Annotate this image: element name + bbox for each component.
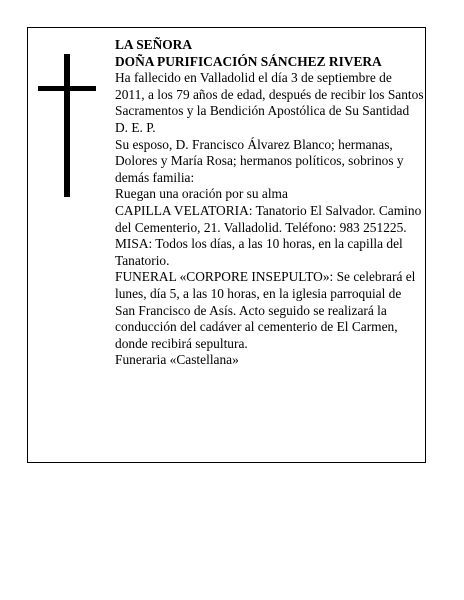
- prayer-request: Ruegan una oración por su alma: [115, 186, 288, 202]
- latin-cross-icon: [38, 54, 96, 197]
- family-list: Su esposo, D. Francisco Álvarez Blanco; hermanas, Dolores y María Rosa; hermanos políticos, sobrinos y demás familia:: [115, 136, 404, 185]
- cross-vertical-bar: [64, 54, 70, 197]
- chapel-info: CAPILLA VELATORIA: Tanatorio El Salvador. Camino del Cementerio, 21. Valladolid. Teléfono: 983 251225.: [115, 202, 422, 235]
- deceased-name: DOÑA PURIFICACIÓN SÁNCHEZ RIVERA: [115, 53, 382, 69]
- notice-title: LA SEÑORA: [115, 37, 193, 52]
- death-announcement: Ha fallecido en Valladolid el día 3 de septiembre de 2011, a los 79 años de edad, después de recibir los Santos Sacramentos y la Bendición Apostólica de Su Santidad: [115, 70, 424, 119]
- mass-info: MISA: Todos los días, a las 10 horas, en la capilla del Tanatorio.: [115, 236, 403, 268]
- obituary-text: [115, 37, 424, 369]
- rip-line: D. E. P.: [115, 119, 156, 135]
- funeral-home: Funeraria «Castellana»: [115, 352, 239, 368]
- funeral-info: FUNERAL «CORPORE INSEPULTO»: Se celebrará el lunes, día 5, a las 10 horas, en la iglesia parroquial de San Francisco de Asís. Acto seguido se realizará la conducción del cadáver al cementerio de El Carmen, donde recibirá sepultura.: [115, 269, 416, 351]
- cross-horizontal-bar: [38, 86, 96, 91]
